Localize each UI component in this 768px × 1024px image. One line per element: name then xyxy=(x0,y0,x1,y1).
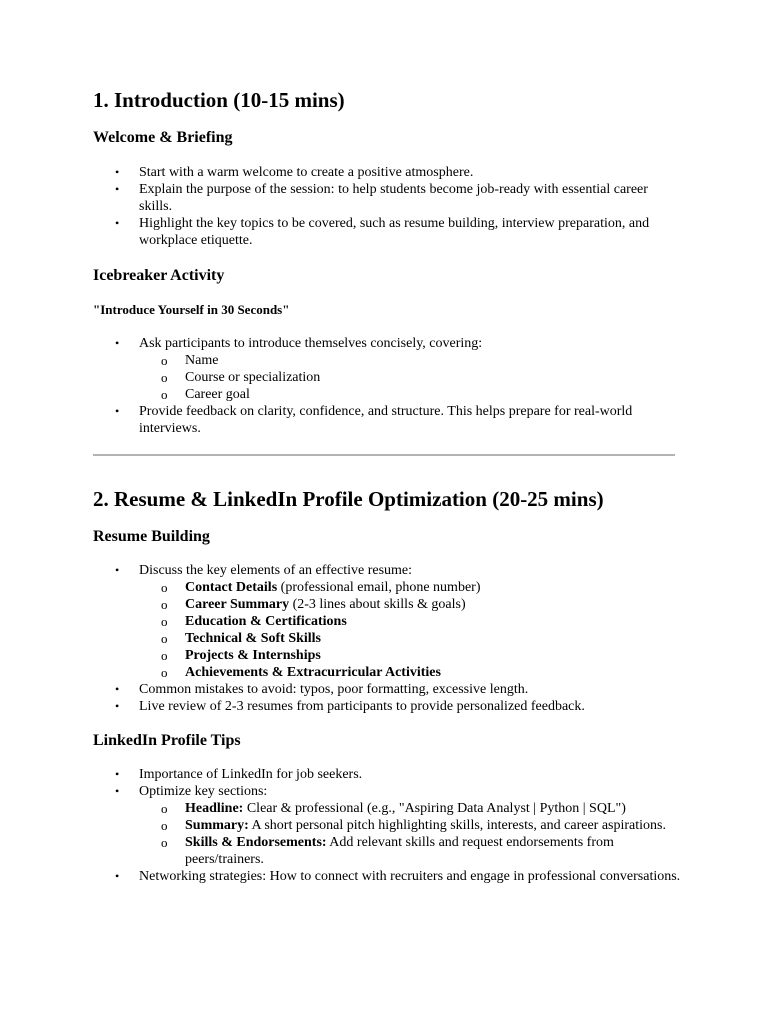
icebreaker-heading: Icebreaker Activity xyxy=(93,267,225,284)
term-detail: Clear & professional (e.g., "Aspiring Data Analyst | Python | SQL") xyxy=(243,801,626,816)
welcome-heading: Welcome & Briefing xyxy=(93,129,233,146)
document-page xyxy=(93,85,683,885)
list-item xyxy=(93,783,683,868)
list-item: • Highlight the key topics to be covered, such as resume building, interview preparation, and workplace etiquette. xyxy=(93,215,683,249)
linkedin-list xyxy=(93,766,683,885)
list-item-text: Discuss the key elements of an effective resume: xyxy=(139,563,413,578)
icebreaker-list xyxy=(93,335,683,437)
list-item-text: Optimize key sections: xyxy=(139,784,268,799)
sub-list-item: o Career goal xyxy=(139,386,683,403)
section-1-title: 1. Introduction (10-15 mins) xyxy=(93,88,345,112)
sub-list-item: o Name xyxy=(139,352,683,369)
term-detail: Add relevant skills and request endorsements from peers/trainers. xyxy=(185,835,614,867)
list-item: • Importance of LinkedIn for job seekers. xyxy=(93,766,683,783)
welcome-list xyxy=(93,164,683,249)
resume-list xyxy=(93,562,683,715)
term: Education & Certifications xyxy=(185,614,347,629)
sub-list-item xyxy=(139,664,683,681)
section-2-title: 2. Resume & LinkedIn Profile Optimization (20-25 mins) xyxy=(93,487,604,511)
list-item: • Start with a warm welcome to create a positive atmosphere. xyxy=(93,164,683,181)
list-item xyxy=(93,335,683,403)
term-detail: (2-3 lines about skills & goals) xyxy=(289,597,466,612)
term: Contact Details xyxy=(185,580,278,595)
term-detail: A short personal pitch highlighting skills, interests, and career aspirations. xyxy=(248,818,666,833)
term: Skills & Endorsements: xyxy=(185,835,327,850)
term: Summary: xyxy=(185,818,249,833)
sub-list-item xyxy=(139,630,683,647)
sub-list-item xyxy=(139,596,683,613)
sub-list-item xyxy=(139,834,683,868)
linkedin-heading: LinkedIn Profile Tips xyxy=(93,732,241,749)
list-item xyxy=(93,562,683,681)
sub-list xyxy=(185,352,683,403)
sub-list-item xyxy=(139,579,683,596)
sub-list-item xyxy=(139,817,683,834)
list-item-text: Ask participants to introduce themselves concisely, covering: xyxy=(139,336,483,351)
sub-list-item xyxy=(139,647,683,664)
term: Projects & Internships xyxy=(185,648,321,663)
term: Career Summary xyxy=(185,597,290,612)
sub-list-item xyxy=(139,800,683,817)
section-divider xyxy=(93,454,675,456)
term: Technical & Soft Skills xyxy=(185,631,322,646)
list-item: • Provide feedback on clarity, confidence, and structure. This helps prepare for real-world interviews. xyxy=(93,403,683,437)
term: Headline: xyxy=(185,801,244,816)
list-item: • Explain the purpose of the session: to help students become job-ready with essential career skills. xyxy=(93,181,683,215)
icebreaker-subheading: "Introduce Yourself in 30 Seconds" xyxy=(93,302,290,317)
list-item: • Common mistakes to avoid: typos, poor formatting, excessive length. xyxy=(93,681,683,698)
sub-list xyxy=(185,579,683,681)
sub-list-item: o Course or specialization xyxy=(139,369,683,386)
list-item: • Live review of 2-3 resumes from participants to provide personalized feedback. xyxy=(93,698,683,715)
term: Achievements & Extracurricular Activities xyxy=(185,665,441,680)
sub-list-item xyxy=(139,613,683,630)
list-item: • Networking strategies: How to connect with recruiters and engage in professional conversations. xyxy=(93,868,683,885)
sub-list xyxy=(185,800,683,868)
term-detail: (professional email, phone number) xyxy=(277,580,481,595)
resume-heading: Resume Building xyxy=(93,528,210,545)
